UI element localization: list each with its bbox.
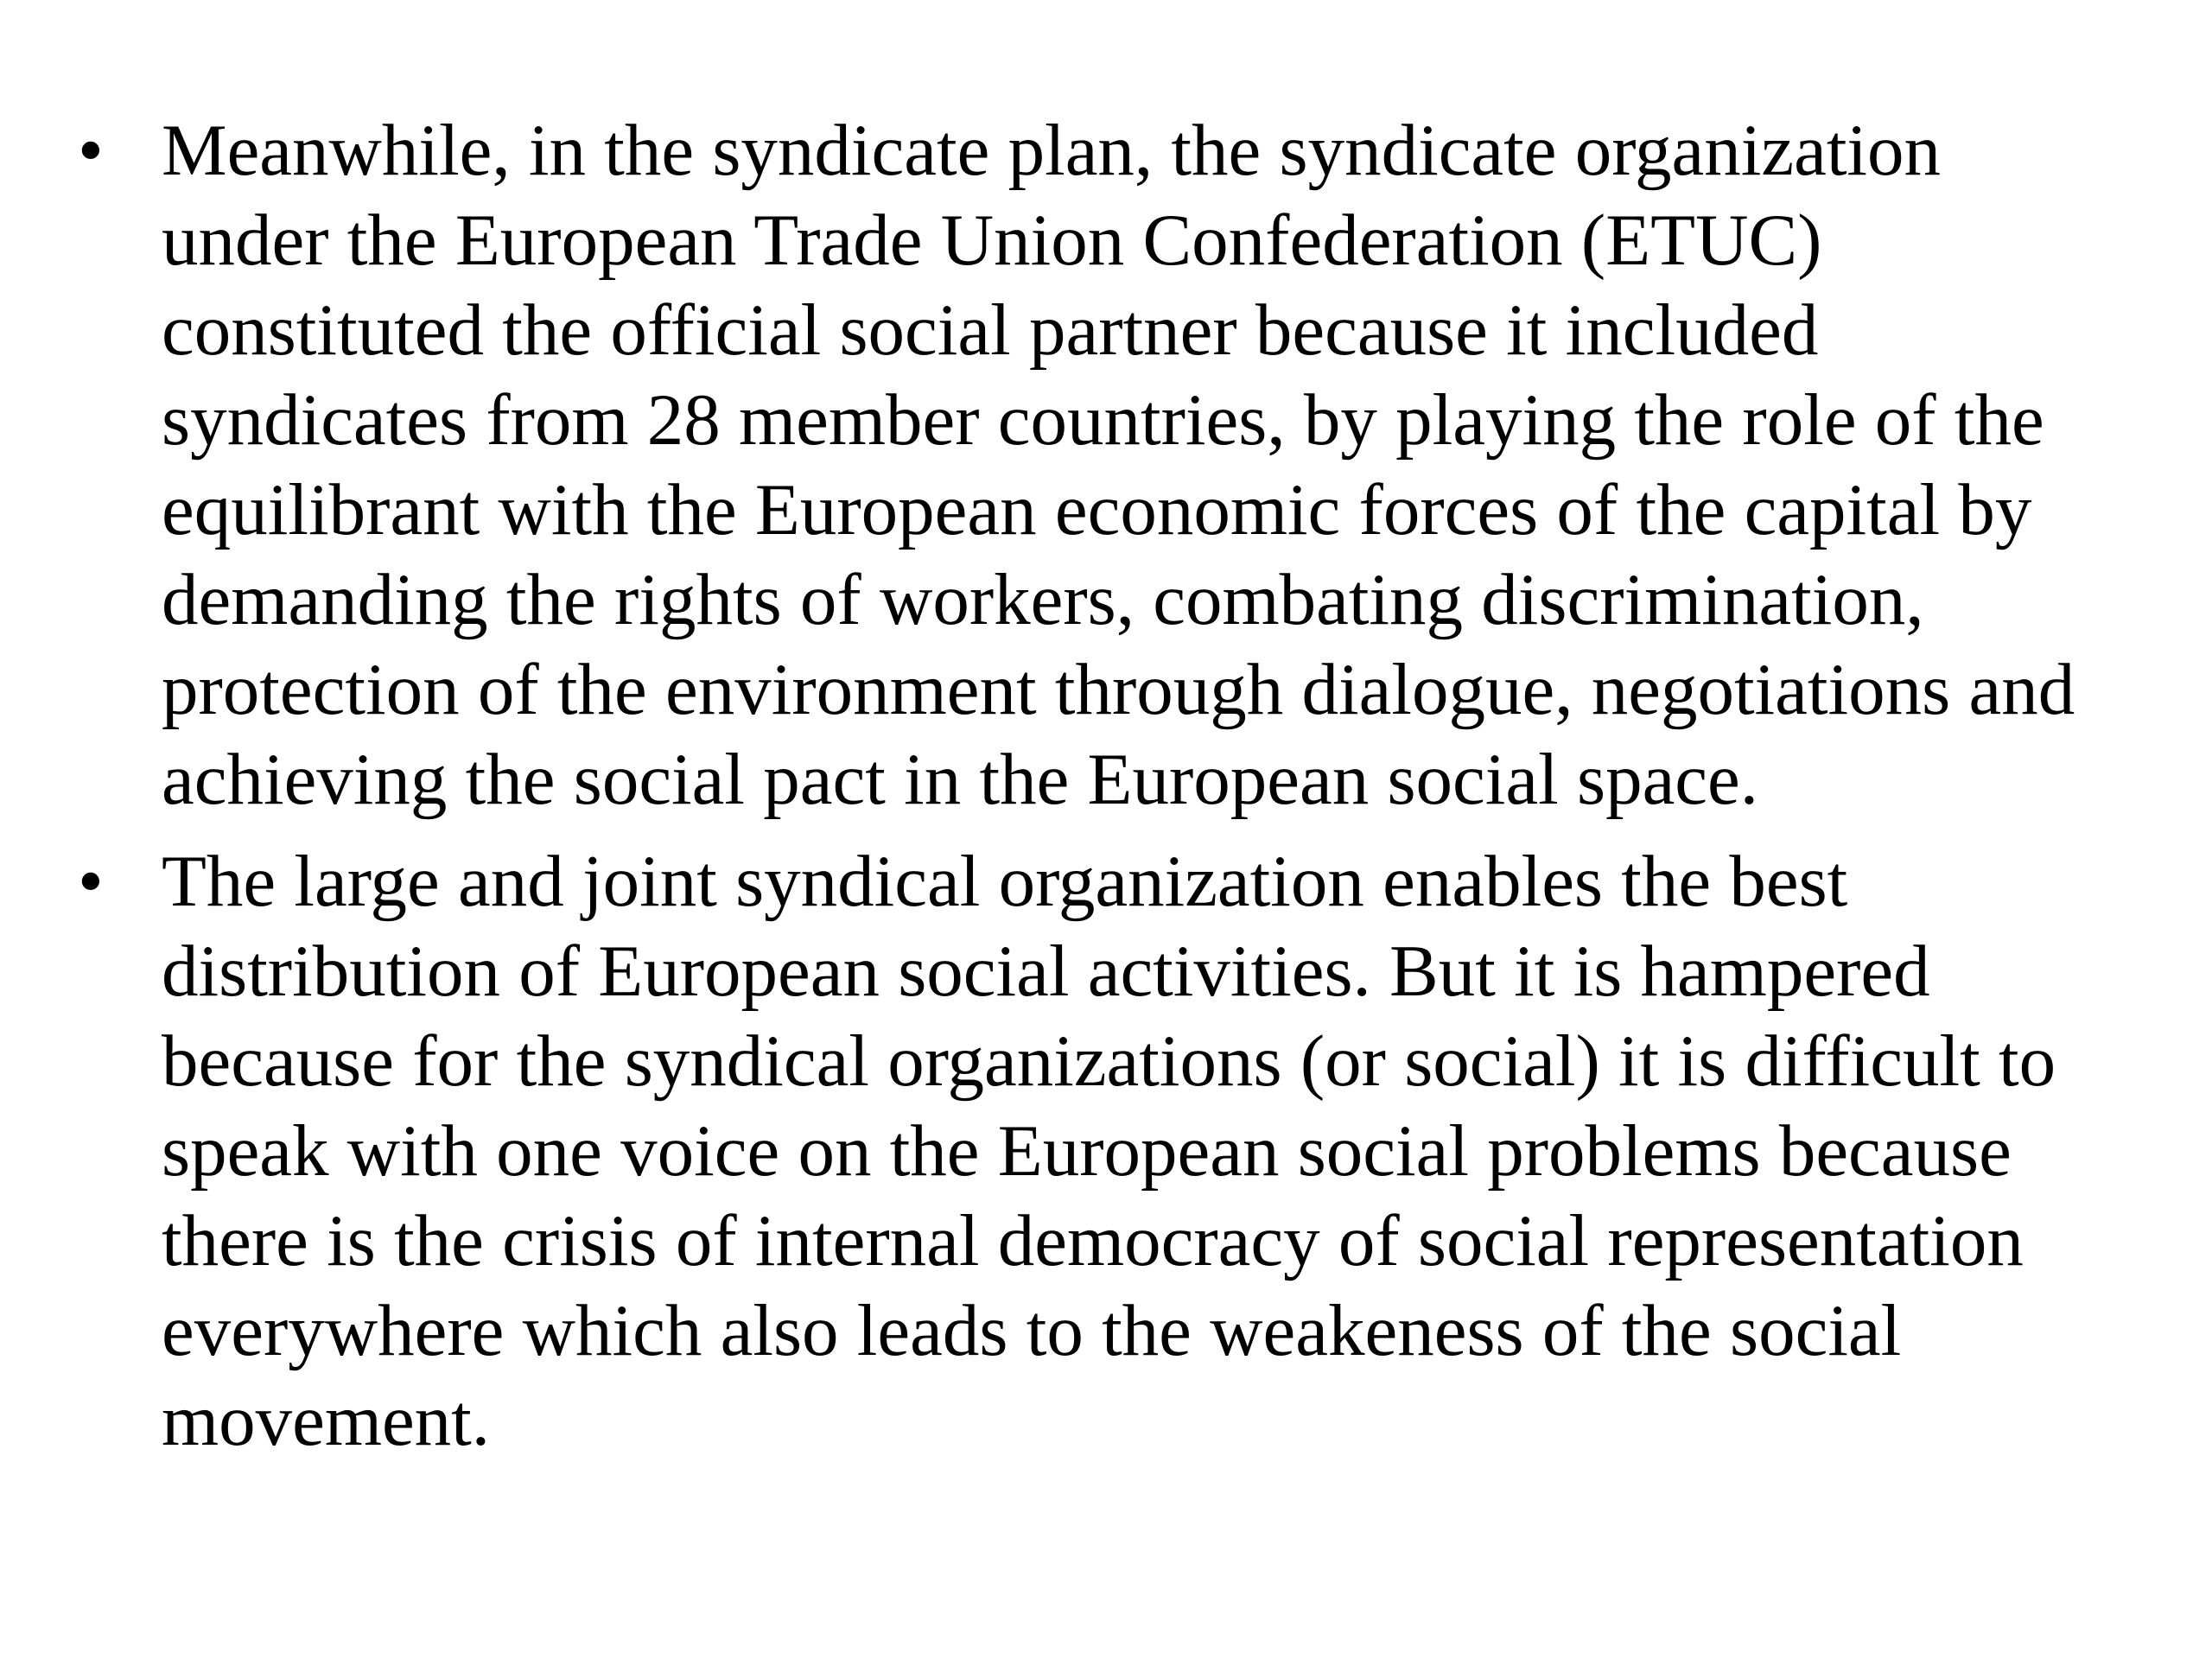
bullet-line: syndicates from 28 member countries, by playing the role of the — [162, 379, 2044, 461]
bullet-list — [78, 105, 2152, 1478]
bullet-line: equilibrant with the European economic forces of the capital by — [162, 469, 2032, 550]
bullet-line: Meanwhile, in the syndicate plan, the syndicate organization — [162, 110, 1942, 191]
bullet-line: under the European Trade Union Confederation (ETUC) — [162, 200, 1822, 281]
bullet-marker: • — [78, 841, 104, 922]
bullet-line: speak with one voice on the European social problems because — [162, 1110, 2012, 1192]
bullet-line: demanding the rights of workers, combating discrimination, — [162, 559, 1924, 640]
bullet-item-2 — [78, 836, 2152, 1465]
bullet-line: there is the crisis of internal democracy of social representation — [162, 1200, 2024, 1281]
bullet-line: everywhere which also leads to the weakeness of the social — [162, 1290, 1902, 1371]
bullet-item-1 — [78, 105, 2152, 824]
bullet-line: distribution of European social activities. But it is hampered — [162, 931, 1930, 1012]
bullet-line: protection of the environment through dialogue, negotiations and — [162, 649, 2075, 730]
bullet-line: movement. — [162, 1380, 491, 1461]
bullet-line: The large and joint syndical organization enables the best — [162, 841, 1848, 922]
bullet-line: constituted the official social partner because it included — [162, 289, 1819, 371]
bullet-marker: • — [78, 110, 104, 191]
bullet-line: because for the syndical organizations (or social) it is difficult to — [162, 1020, 2056, 1102]
bullet-line: achieving the social pact in the European social space. — [162, 739, 1759, 820]
